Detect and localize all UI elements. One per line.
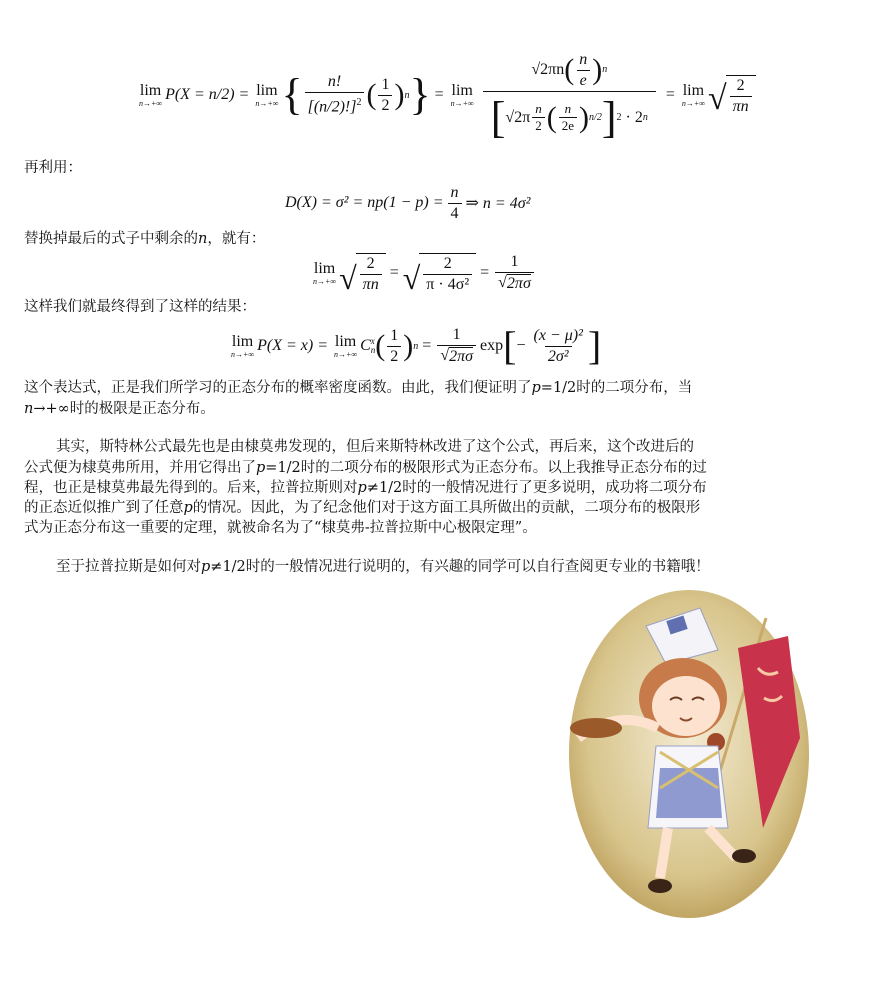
left-paren: ( bbox=[366, 78, 377, 111]
limit-operator: lim n→+∞ bbox=[139, 81, 163, 108]
prob-expression: P(X = n/2) = bbox=[165, 86, 250, 103]
limit-operator: lim n→+∞ bbox=[255, 81, 279, 108]
right-brace: } bbox=[409, 70, 431, 119]
right-paren: ) bbox=[394, 78, 405, 111]
factorial-fraction: $\frac{n!}{[(n/2)!]^2}$ bbox=[305, 73, 365, 116]
sqrt-2-over-pin: √ $\frac{2}{\pi n}$ bbox=[708, 75, 756, 116]
paragraph-laplace: 至于拉普拉斯是如何对p≠1/2时的一般情况进行说明的，有兴趣的同学可以自行查阅更专业的书籍哦！ bbox=[56, 559, 710, 575]
paragraph-final-result: 这样我们就最终得到了这样的结果： bbox=[24, 299, 256, 315]
paragraph-history-line1: 其实，斯特林公式最先也是由棣莫弗发现的，但后来斯特林改进了这个公式，再后来，这个改进后的 bbox=[56, 439, 694, 455]
equation-variance: D(X) = σ² = np(1 − p) = $\frac{n}{4}$ ⇒ n = 4σ² bbox=[285, 183, 531, 222]
stirling-fraction: √2πn ( $\frac{n}{e}$ ) n [ √2π $\frac{n}{2}$ ( $\frac{n}{2e}$ ) n/2 ] 2 · 2 n bbox=[483, 51, 656, 140]
paragraph-history-line2: 公式便为棣莫弗所用，并用它得出了p=1/2时的二项分布的极限形式为正态分布。以上我推导正态分布的过 bbox=[24, 460, 707, 476]
limit-operator: lim n→+∞ bbox=[450, 81, 474, 108]
chibi-girl-holding-bread-icon bbox=[568, 588, 810, 920]
paragraph-history-line3: 程，也正是棣莫弗最先得到的。后来，拉普拉斯则对p≠1/2时的一般情况进行了更多说明，成功将二项分布 bbox=[24, 480, 707, 496]
equation-limit-expansion: lim n→+∞ P(X = n/2) = lim n→+∞ { $\frac{n!}{[(n/2)!]^2}$ ( $\frac{1}{2}$ ) n } = lim n→+∞ √2πn ( $\frac{n}{e}$ ) n [ √2π $\frac{n}{2}$ ( $\frac{n}{2e}$ ) n/2 ] 2 · 2 n = lim n→+∞ √ $\frac{2}{\pi n}$ bbox=[136, 40, 756, 150]
paragraph-conclusion: 这个表达式，正是我们所学习的正态分布的概率密度函数。由此，我们便证明了p=1/2时的二项分布，当 bbox=[24, 380, 693, 396]
left-brace: { bbox=[281, 70, 303, 119]
paragraph-conclusion-line2: n→+∞时的极限是正态分布。 bbox=[24, 401, 215, 417]
half-fraction: $\frac{1}{2}$ bbox=[378, 76, 392, 115]
paragraph-replace-n: 替换掉最后的式子中剩余的n，就有： bbox=[24, 231, 266, 247]
paragraph-history-line4: 的正态近似推广到了任意p的情况。因此，为了纪念他们对于这方面工具所做出的贡献，二项分布的极限形 bbox=[24, 500, 701, 516]
paragraph-history-line5: 式为正态分布这一重要的定理，就被命名为了“棣莫弗-拉普拉斯中心极限定理”。 bbox=[24, 520, 537, 536]
equation-substitution: lim n→+∞ √ $\frac{2}{\pi n}$ = √ $\frac{2}{\text{π · 4σ²}}$ = 1 √ 2πσ bbox=[310, 250, 536, 296]
equation-normal-limit: lim n→+∞ P(X = x) = lim n→+∞ C x n ( $\frac{1}{2}$ ) n = 1 √ 2πσ exp [ − $\frac{\text{(x − μ)²}}{\text{2σ²}}$ ] bbox=[231, 323, 602, 368]
paragraph-intro-reuse: 再利用： bbox=[24, 160, 82, 176]
limit-operator: lim n→+∞ bbox=[681, 81, 705, 108]
